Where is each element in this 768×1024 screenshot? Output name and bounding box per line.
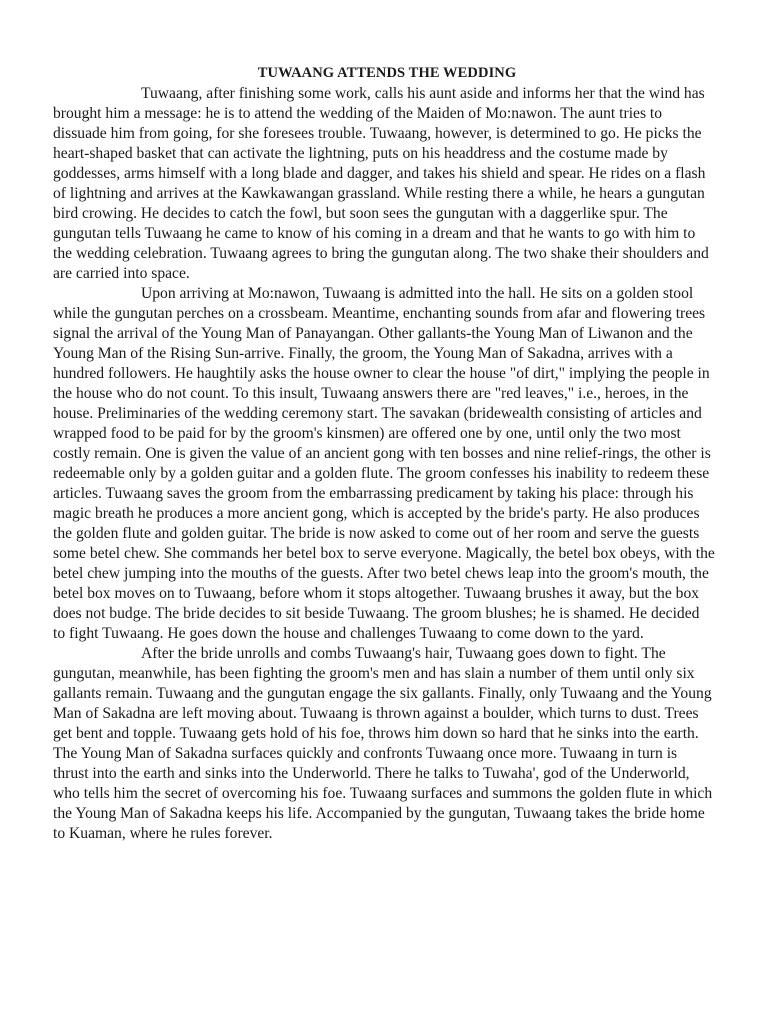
document-title: TUWAANG ATTENDS THE WEDDING bbox=[257, 65, 517, 81]
paragraph-wedding: Upon arriving at Mo:nawon, Tuwaang is admitted into the hall. He sits on a golden stool while the gungutan perches on a crossbeam. Meantime, enchanting sounds from afar and flowering trees signal the arrival of the Young Man of Panayangan. Other gallants-the Young Man of Liwanon and the Young Man of the Rising Sun-arrive. Finally, the groom, the Young Man of Sakadna, arrives with a hundred followers. He haughtily asks the house owner to clear the house "of dirt," implying the people in the house who do not count. To this insult, Tuwaang answers there are "red leaves," i.e., heroes, in the house. Preliminaries of the wedding ceremony start. The savakan (bridewealth consisting of articles and wrapped food to be paid for by the groom's kinsmen) are offered one by one, until only the two most costly remain. One is given the value of an ancient gong with ten bosses and nine relief-rings, the other is redeemable only by a golden guitar and a golden flute. The groom confesses his inability to redeem these articles. Tuwaang saves the groom from the embarrassing predicament by taking his place: through his magic breath he produces a more ancient gong, which is accepted by the bride's party. He also produces the golden flute and golden guitar. The bride is now asked to come out of her room and serve the guests some betel chew. She commands her betel box to serve everyone. Magically, the betel box obeys, with the betel chew jumping into the mouths of the guests. After two betel chews leap into the groom's mouth, the betel box moves on to Tuwaang, before whom it stops altogether. Tuwaang brushes it away, but the box does not budge. The bride decides to sit beside Tuwaang. The groom blushes; he is shamed. He decided to fight Tuwaang. He goes down the house and challenges Tuwaang to come down to the yard. bbox=[53, 285, 715, 642]
paragraph-departure: Tuwaang, after finishing some work, calls his aunt aside and informs her that the wind has brought him a message: he is to attend the wedding of the Maiden of Mo:nawon. The aunt tries to dissuade him from going, for she foresees trouble. Tuwaang, however, is determined to go. He picks the heart-shaped basket that can activate the lightning, puts on his headdress and the costume made by goddesses, arms himself with a long blade and dagger, and takes his shield and spear. He rides on a flash of lightning and arrives at the Kawkawangan grassland. While resting there a while, he hears a gungutan bird crowing. He decides to catch the fowl, but soon sees the gungutan with a daggerlike spur. The gungutan tells Tuwaang he came to know of his coming in a dream and that he wants to go with him to the wedding celebration. Tuwaang agrees to bring the gungutan along. The two shake their shoulders and are carried into space. bbox=[53, 85, 709, 282]
document-page bbox=[53, 62, 715, 844]
paragraph-fight: After the bride unrolls and combs Tuwaang's hair, Tuwaang goes down to fight. The gungutan, meanwhile, has been fighting the groom's men and has slain a number of them until only six gallants remain. Tuwaang and the gungutan engage the six gallants. Finally, only Tuwaang and the Young Man of Sakadna are left moving about. Tuwaang is thrown against a boulder, which turns to dust. Trees get bent and topple. Tuwaang gets hold of his foe, throws him down so hard that he sinks into the earth. The Young Man of Sakadna surfaces quickly and confronts Tuwaang once more. Tuwaang in turn is thrust into the earth and sinks into the Underworld. There he talks to Tuwaha', god of the Underworld, who tells him the secret of overcoming his foe. Tuwaang surfaces and summons the golden flute in which the Young Man of Sakadna keeps his life. Accompanied by the gungutan, Tuwaang takes the bride home to Kuaman, where he rules forever. bbox=[53, 645, 713, 842]
